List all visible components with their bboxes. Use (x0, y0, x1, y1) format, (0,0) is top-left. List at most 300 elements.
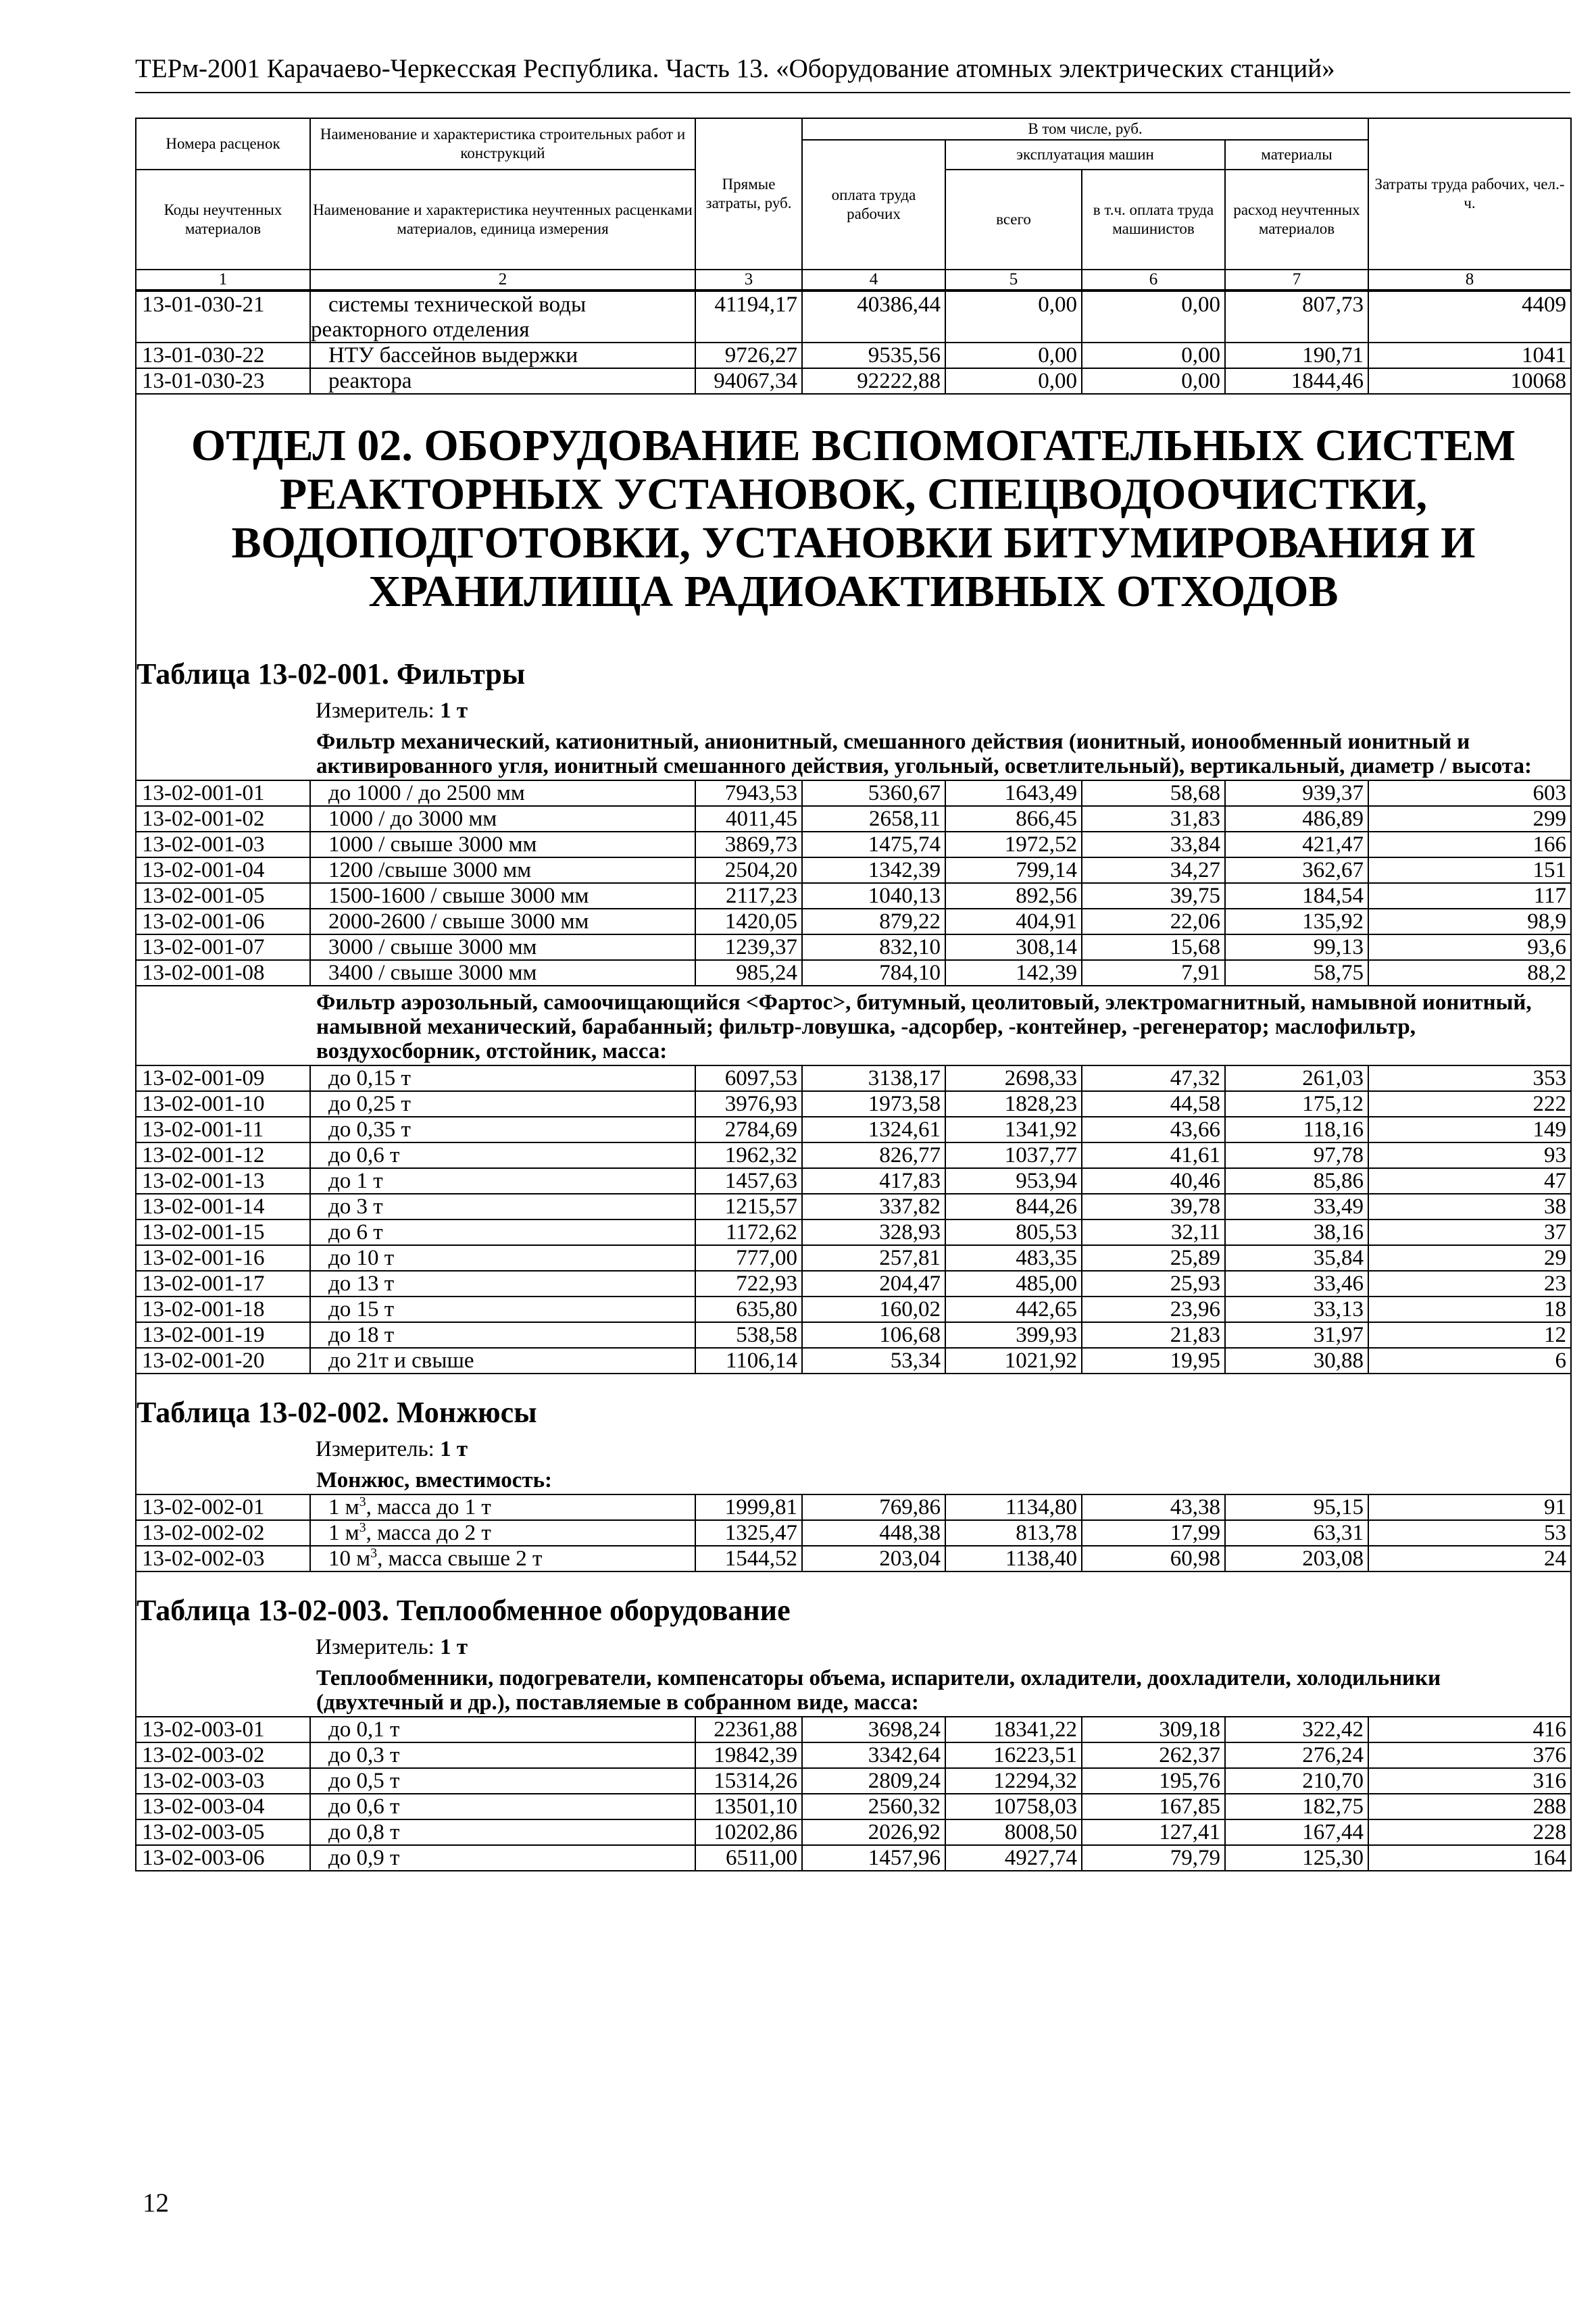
empty-cell (1225, 317, 1368, 343)
table-title-row-cell (136, 650, 1571, 692)
table-title-row (136, 1586, 1571, 1628)
table-row (136, 1245, 1571, 1271)
materials-cell: 182,75 (1225, 1794, 1368, 1819)
rate-name-cell (310, 1065, 695, 1091)
materials-cell: 125,30 (1225, 1845, 1368, 1871)
direct-costs-cell: 2504,20 (695, 857, 802, 883)
rate-name-cell (310, 1271, 695, 1297)
header-materials: материалы (1225, 140, 1368, 170)
spacer-row (136, 1374, 1571, 1388)
labor-pay-cell: 204,47 (802, 1271, 945, 1297)
labor-hours-cell: 18 (1368, 1297, 1571, 1322)
table-row (136, 857, 1571, 883)
rate-name-text: 1000 / до 3000 мм (328, 807, 497, 831)
labor-pay-cell: 337,82 (802, 1194, 945, 1219)
rate-name-cell (310, 1245, 695, 1271)
rate-name-text: до 18 т (328, 1323, 395, 1347)
labor-hours-cell: 117 (1368, 883, 1571, 909)
rate-code-cell: 13-01-030-23 (136, 368, 310, 394)
machines-cell: 0,00 (945, 291, 1082, 317)
direct-costs-cell: 6097,53 (695, 1065, 802, 1091)
rate-code-cell: 13-02-003-06 (136, 1845, 310, 1871)
materials-cell: 276,24 (1225, 1742, 1368, 1768)
rate-name-continuation: реакторного отделения (310, 317, 695, 343)
direct-costs-cell: 4011,45 (695, 806, 802, 832)
unit-superscript: 3 (370, 1546, 378, 1561)
labor-pay-cell: 448,38 (802, 1520, 945, 1546)
rate-name-cell (310, 1219, 695, 1245)
materials-cell: 35,84 (1225, 1245, 1368, 1271)
machinists-pay-cell: 33,84 (1082, 832, 1225, 857)
labor-hours-cell: 353 (1368, 1065, 1571, 1091)
labor-pay-cell: 9535,56 (802, 343, 945, 368)
labor-hours-cell: 10068 (1368, 368, 1571, 394)
labor-pay-cell: 2658,11 (802, 806, 945, 832)
labor-pay-cell: 160,02 (802, 1297, 945, 1322)
rate-code-cell: 13-02-001-18 (136, 1297, 310, 1322)
table-row (136, 832, 1571, 857)
labor-hours-cell: 98,9 (1368, 909, 1571, 934)
group-description: Теплообменники, подогреватели, компенсаторы объема, испарители, охладители, доохладители, холодильники (двухтечный и др.), поставляемые в собранном виде, масса: (316, 1666, 1441, 1715)
table-row (136, 1768, 1571, 1794)
table-row (136, 1845, 1571, 1871)
labor-pay-cell: 2026,92 (802, 1819, 945, 1845)
labor-pay-cell: 832,10 (802, 934, 945, 960)
document-page (135, 53, 1570, 1871)
direct-costs-cell: 94067,34 (695, 368, 802, 394)
rate-code-cell: 13-02-001-01 (136, 780, 310, 806)
labor-hours-cell: 24 (1368, 1546, 1571, 1571)
machinists-pay-cell: 43,38 (1082, 1494, 1225, 1520)
header-machines: эксплуатация машин (945, 140, 1225, 170)
header-machines-total: всего (945, 170, 1082, 270)
machines-cell: 308,14 (945, 934, 1082, 960)
direct-costs-cell: 41194,17 (695, 291, 802, 317)
machinists-pay-cell: 262,37 (1082, 1742, 1225, 1768)
machines-cell: 10758,03 (945, 1794, 1082, 1819)
measure-row-cell (136, 1430, 1571, 1464)
rate-code-cell: 13-02-001-07 (136, 934, 310, 960)
rate-name-cell (310, 1091, 695, 1117)
rate-code-cell: 13-01-030-21 (136, 291, 310, 317)
labor-hours-cell: 149 (1368, 1117, 1571, 1142)
rate-code-cell: 13-02-003-05 (136, 1819, 310, 1845)
materials-cell: 807,73 (1225, 291, 1368, 317)
table-title-row-cell (136, 1388, 1571, 1430)
table-row (136, 1742, 1571, 1768)
table-row-continuation (136, 317, 1571, 343)
labor-pay-cell: 1475,74 (802, 832, 945, 857)
labor-pay-cell: 203,04 (802, 1546, 945, 1571)
machines-cell: 399,93 (945, 1322, 1082, 1348)
machines-cell: 1138,40 (945, 1546, 1082, 1571)
labor-pay-cell: 2809,24 (802, 1768, 945, 1794)
labor-hours-cell: 91 (1368, 1494, 1571, 1520)
rate-code-cell: 13-02-001-15 (136, 1219, 310, 1245)
labor-hours-cell: 29 (1368, 1245, 1571, 1271)
rate-name-text: 1 м (328, 1521, 359, 1545)
direct-costs-cell: 985,24 (695, 960, 802, 986)
table-row (136, 883, 1571, 909)
table-row (136, 1271, 1571, 1297)
header-including: В том числе, руб. (802, 118, 1368, 140)
machinists-pay-cell: 58,68 (1082, 780, 1225, 806)
section-title-row (136, 394, 1571, 650)
direct-costs-cell: 10202,86 (695, 1819, 802, 1845)
group-description: Монжюс, вместимость: (316, 1468, 553, 1492)
labor-pay-cell: 1457,96 (802, 1845, 945, 1871)
machinists-pay-cell: 25,89 (1082, 1245, 1225, 1271)
labor-pay-cell: 3698,24 (802, 1717, 945, 1742)
labor-hours-cell: 93,6 (1368, 934, 1571, 960)
rate-name-text: до 0,6 т (328, 1794, 400, 1819)
labor-hours-cell: 23 (1368, 1271, 1571, 1297)
labor-pay-cell: 784,10 (802, 960, 945, 986)
section-title-row-cell (136, 394, 1571, 650)
direct-costs-cell: 19842,39 (695, 1742, 802, 1768)
materials-cell: 31,97 (1225, 1322, 1368, 1348)
machinists-pay-cell: 309,18 (1082, 1717, 1225, 1742)
rate-name-cell (310, 909, 695, 934)
machinists-pay-cell: 7,91 (1082, 960, 1225, 986)
group-description-row (136, 726, 1571, 780)
machines-cell: 1021,92 (945, 1348, 1082, 1374)
labor-hours-cell: 12 (1368, 1322, 1571, 1348)
machinists-pay-cell: 41,61 (1082, 1142, 1225, 1168)
labor-hours-cell: 6 (1368, 1348, 1571, 1374)
running-head: ТЕРм-2001 Карачаево-Черкесская Республика. Часть 13. «Оборудование атомных электрических станций» (135, 54, 1335, 83)
rate-name-cell (310, 806, 695, 832)
rate-name-cell (310, 857, 695, 883)
machinists-pay-cell: 32,11 (1082, 1219, 1225, 1245)
labor-pay-cell: 2560,32 (802, 1794, 945, 1819)
direct-costs-cell: 22361,88 (695, 1717, 802, 1742)
machines-cell: 1828,23 (945, 1091, 1082, 1117)
rate-name-text: до 0,6 т (328, 1143, 400, 1167)
rate-name-text: НТУ бассейнов выдержки (328, 343, 578, 368)
materials-cell: 63,31 (1225, 1520, 1368, 1546)
table-row (136, 1142, 1571, 1168)
machines-cell: 485,00 (945, 1271, 1082, 1297)
machinists-pay-cell: 22,06 (1082, 909, 1225, 934)
direct-costs-cell: 15314,26 (695, 1768, 802, 1794)
rate-name-cell (310, 1845, 695, 1871)
rate-name-cell (310, 1717, 695, 1742)
materials-cell: 486,89 (1225, 806, 1368, 832)
measure-row-cell (136, 692, 1571, 726)
rate-code-cell: 13-02-001-16 (136, 1245, 310, 1271)
materials-cell: 30,88 (1225, 1348, 1368, 1374)
empty-cell (695, 317, 802, 343)
rate-name-text: до 0,15 т (328, 1066, 411, 1090)
rate-code-cell: 13-02-001-20 (136, 1348, 310, 1374)
labor-pay-cell: 769,86 (802, 1494, 945, 1520)
table-title-row (136, 650, 1571, 692)
labor-hours-cell: 47 (1368, 1168, 1571, 1194)
rate-code-cell: 13-02-001-04 (136, 857, 310, 883)
table-row (136, 934, 1571, 960)
rate-name-cell (310, 780, 695, 806)
machines-cell: 953,94 (945, 1168, 1082, 1194)
measure-unit: 1 т (440, 699, 468, 723)
machinists-pay-cell: 25,93 (1082, 1271, 1225, 1297)
direct-costs-cell: 9726,27 (695, 343, 802, 368)
direct-costs-cell: 538,58 (695, 1322, 802, 1348)
materials-cell: 58,75 (1225, 960, 1368, 986)
table-row (136, 1168, 1571, 1194)
table-title-row (136, 1388, 1571, 1430)
page-number: 12 (143, 2188, 169, 2217)
machines-cell: 805,53 (945, 1219, 1082, 1245)
header-materials-use: расход неучтенных материалов (1225, 170, 1368, 270)
direct-costs-cell: 3976,93 (695, 1091, 802, 1117)
labor-pay-cell: 1324,61 (802, 1117, 945, 1142)
rate-name-cell (310, 368, 695, 394)
labor-hours-cell: 166 (1368, 832, 1571, 857)
empty-cell (802, 317, 945, 343)
direct-costs-cell: 1215,57 (695, 1194, 802, 1219)
table-title: Таблица 13-02-002. Монжюсы (136, 1396, 537, 1429)
measure-row (136, 692, 1571, 726)
labor-pay-cell: 1342,39 (802, 857, 945, 883)
table-row (136, 909, 1571, 934)
group-description: Фильтр механический, катионитный, анионитный, смешанного действия (ионитный, ионообменный ионитный и активированного угля, ионитный смешанного действия, угольный, осветлительный), вертикальный, диаметр / высота: (316, 730, 1532, 778)
measure-label: Измеритель: (316, 1437, 441, 1461)
direct-costs-cell: 1457,63 (695, 1168, 802, 1194)
machines-cell: 2698,33 (945, 1065, 1082, 1091)
labor-hours-cell: 376 (1368, 1742, 1571, 1768)
rate-code-cell: 13-02-003-02 (136, 1742, 310, 1768)
rate-name-text: 1 м (328, 1495, 359, 1519)
machinists-pay-cell: 21,83 (1082, 1322, 1225, 1348)
rate-name-cell (310, 1819, 695, 1845)
materials-cell: 939,37 (1225, 780, 1368, 806)
rate-name-cell (310, 1168, 695, 1194)
machines-cell: 4927,74 (945, 1845, 1082, 1871)
machines-cell: 1972,52 (945, 832, 1082, 857)
group-description-row (136, 1464, 1571, 1494)
rate-code-cell: 13-02-001-09 (136, 1065, 310, 1091)
machinists-pay-cell: 127,41 (1082, 1819, 1225, 1845)
labor-pay-cell: 879,22 (802, 909, 945, 934)
machines-cell: 1134,80 (945, 1494, 1082, 1520)
labor-hours-cell: 1041 (1368, 343, 1571, 368)
machinists-pay-cell: 40,46 (1082, 1168, 1225, 1194)
rate-name-cell (310, 1520, 695, 1546)
header-labor-cost: Затраты труда рабочих, чел.-ч. (1368, 118, 1571, 270)
materials-cell: 85,86 (1225, 1168, 1368, 1194)
labor-hours-cell: 603 (1368, 780, 1571, 806)
machinists-pay-cell: 23,96 (1082, 1297, 1225, 1322)
measure-label: Измеритель: (316, 1635, 441, 1659)
rate-name-text: до 15 т (328, 1297, 395, 1322)
materials-cell: 38,16 (1225, 1219, 1368, 1245)
direct-costs-cell: 2784,69 (695, 1117, 802, 1142)
rate-name-cell (310, 1768, 695, 1794)
spacer-row-cell (136, 1374, 1571, 1388)
table-row (136, 960, 1571, 986)
labor-hours-cell: 228 (1368, 1819, 1571, 1845)
rate-code-cell: 13-02-001-11 (136, 1117, 310, 1142)
machines-cell: 442,65 (945, 1297, 1082, 1322)
labor-pay-cell: 40386,44 (802, 291, 945, 317)
rate-code-cell: 13-02-001-05 (136, 883, 310, 909)
rate-code-cell: 13-02-001-02 (136, 806, 310, 832)
rate-name-text: до 0,25 т (328, 1092, 411, 1116)
column-header-table (135, 118, 1572, 291)
machines-cell: 0,00 (945, 343, 1082, 368)
spacer-row (136, 1571, 1571, 1586)
direct-costs-cell: 777,00 (695, 1245, 802, 1271)
machines-cell: 813,78 (945, 1520, 1082, 1546)
rate-code-cell: 13-02-001-10 (136, 1091, 310, 1117)
rates-table (135, 291, 1572, 1871)
table-row (136, 1546, 1571, 1571)
machinists-pay-cell: 60,98 (1082, 1546, 1225, 1571)
direct-costs-cell: 1325,47 (695, 1520, 802, 1546)
empty-cell (945, 317, 1082, 343)
table-row (136, 1194, 1571, 1219)
machines-cell: 404,91 (945, 909, 1082, 934)
rate-name-text: до 21т и свыше (328, 1349, 474, 1373)
labor-hours-cell: 151 (1368, 857, 1571, 883)
labor-pay-cell: 92222,88 (802, 368, 945, 394)
machinists-pay-cell: 39,78 (1082, 1194, 1225, 1219)
machines-cell: 12294,32 (945, 1768, 1082, 1794)
unit-superscript: 3 (359, 1520, 366, 1535)
measure-row (136, 1628, 1571, 1662)
rate-name-text: 3400 / свыше 3000 мм (328, 961, 537, 985)
direct-costs-cell: 3869,73 (695, 832, 802, 857)
machinists-pay-cell: 79,79 (1082, 1845, 1225, 1871)
rate-name-text: , масса свыше 2 т (377, 1546, 543, 1571)
rate-code-cell: 13-02-001-14 (136, 1194, 310, 1219)
header-mat-name: Наименование и характеристика неучтенных расценками материалов, единица измерения (310, 170, 695, 270)
measure-unit: 1 т (440, 1635, 468, 1659)
machinists-pay-cell: 0,00 (1082, 291, 1225, 317)
rate-name-text: до 0,8 т (328, 1820, 400, 1844)
header-work-name: Наименование и характеристика строительных работ и конструкций (310, 118, 695, 170)
rate-name-text: до 0,5 т (328, 1769, 400, 1793)
labor-pay-cell: 1973,58 (802, 1091, 945, 1117)
labor-pay-cell: 257,81 (802, 1245, 945, 1271)
table-row (136, 1091, 1571, 1117)
labor-pay-cell: 5360,67 (802, 780, 945, 806)
rate-name-text: до 13 т (328, 1272, 395, 1296)
materials-cell: 210,70 (1225, 1768, 1368, 1794)
table-row (136, 1297, 1571, 1322)
direct-costs-cell: 13501,10 (695, 1794, 802, 1819)
rate-name-cell (310, 1117, 695, 1142)
col-number: 3 (695, 270, 802, 290)
unit-superscript: 3 (359, 1494, 366, 1509)
materials-cell: 261,03 (1225, 1065, 1368, 1091)
labor-pay-cell: 53,34 (802, 1348, 945, 1374)
direct-costs-cell: 1172,62 (695, 1219, 802, 1245)
rate-name-cell (310, 832, 695, 857)
rate-name-cell (310, 1142, 695, 1168)
table-row (136, 1819, 1571, 1845)
machinists-pay-cell: 15,68 (1082, 934, 1225, 960)
header-machinists-pay: в т.ч. оплата труда машинистов (1082, 170, 1225, 270)
machines-cell: 866,45 (945, 806, 1082, 832)
spacer-row-cell (136, 1571, 1571, 1586)
machinists-pay-cell: 195,76 (1082, 1768, 1225, 1794)
col-number: 4 (802, 270, 945, 290)
machines-cell: 1643,49 (945, 780, 1082, 806)
rate-name-cell (310, 960, 695, 986)
rate-code-cell: 13-02-003-01 (136, 1717, 310, 1742)
rate-name-cell (310, 1794, 695, 1819)
direct-costs-cell: 1962,32 (695, 1142, 802, 1168)
rate-name-text: , масса до 2 т (366, 1521, 491, 1545)
machines-cell: 799,14 (945, 857, 1082, 883)
rate-name-text: 3000 / свыше 3000 мм (328, 935, 537, 959)
group-description: Фильтр аэрозольный, самоочищающийся <Фартос>, битумный, цеолитовый, электромагнитный, намывной ионитный, намывной механический, барабанный; фильтр-ловушка, -адсорбер, -контейнер, -регенератор; маслофильтр, воздухосборник, отстойник, масса: (316, 990, 1532, 1063)
rate-name-cell (310, 343, 695, 368)
direct-costs-cell: 1239,37 (695, 934, 802, 960)
table-row (136, 780, 1571, 806)
machinists-pay-cell: 19,95 (1082, 1348, 1225, 1374)
rate-name-text: до 10 т (328, 1246, 395, 1270)
materials-cell: 190,71 (1225, 343, 1368, 368)
table-row (136, 1219, 1571, 1245)
header-rule (135, 92, 1570, 93)
labor-pay-cell: 826,77 (802, 1142, 945, 1168)
materials-cell: 97,78 (1225, 1142, 1368, 1168)
table-title: Таблица 13-02-003. Теплообменное оборудование (136, 1594, 791, 1627)
rate-code-cell: 13-02-002-01 (136, 1494, 310, 1520)
group-description-row (136, 1662, 1571, 1717)
machinists-pay-cell: 43,66 (1082, 1117, 1225, 1142)
materials-cell: 184,54 (1225, 883, 1368, 909)
machinists-pay-cell: 31,83 (1082, 806, 1225, 832)
machines-cell: 844,26 (945, 1194, 1082, 1219)
rate-code-cell: 13-02-001-17 (136, 1271, 310, 1297)
rate-code-cell: 13-02-003-04 (136, 1794, 310, 1819)
header-mat-codes: Коды неучтенных материалов (136, 170, 310, 270)
labor-hours-cell: 37 (1368, 1219, 1571, 1245)
rate-name-cell (310, 1194, 695, 1219)
rate-name-text: до 6 т (328, 1220, 383, 1244)
rate-name-text: реактора (328, 369, 412, 393)
labor-pay-cell: 3342,64 (802, 1742, 945, 1768)
table-title: Таблица 13-02-001. Фильтры (136, 657, 526, 690)
rate-code-cell: 13-02-001-06 (136, 909, 310, 934)
rate-code-cell: 13-02-003-03 (136, 1768, 310, 1794)
section-title: ОТДЕЛ 02. ОБОРУДОВАНИЕ ВСПОМОГАТЕЛЬНЫХ СИСТЕМ РЕАКТОРНЫХ УСТАНОВОК, СПЕЦВОДООЧИСТКИ, ВОДОПОДГОТОВКИ, УСТАНОВКИ БИТУМИРОВАНИЯ И ХРАНИЛИЩА РАДИОАКТИВНЫХ ОТХОДОВ (191, 421, 1516, 616)
rate-name-text: 1200 /свыше 3000 мм (328, 858, 532, 882)
machines-cell: 142,39 (945, 960, 1082, 986)
rate-name-cell (310, 1546, 695, 1571)
rate-name-cell (310, 291, 695, 317)
rate-name-text: до 3 т (328, 1194, 383, 1219)
table-row (136, 291, 1571, 317)
materials-cell: 135,92 (1225, 909, 1368, 934)
rate-name-text: , масса до 1 т (366, 1495, 491, 1519)
rate-name-text: до 0,1 т (328, 1717, 400, 1742)
machinists-pay-cell: 44,58 (1082, 1091, 1225, 1117)
rate-name-text: 2000-2600 / свыше 3000 мм (328, 909, 589, 934)
machines-cell: 16223,51 (945, 1742, 1082, 1768)
machines-cell: 1037,77 (945, 1142, 1082, 1168)
rate-name-text: 1000 / свыше 3000 мм (328, 832, 537, 857)
table-row (136, 1348, 1571, 1374)
empty-cell (1082, 317, 1225, 343)
rate-code-cell: 13-01-030-22 (136, 343, 310, 368)
rate-code-cell: 13-02-001-13 (136, 1168, 310, 1194)
rate-name-text: до 1 т (328, 1169, 383, 1193)
